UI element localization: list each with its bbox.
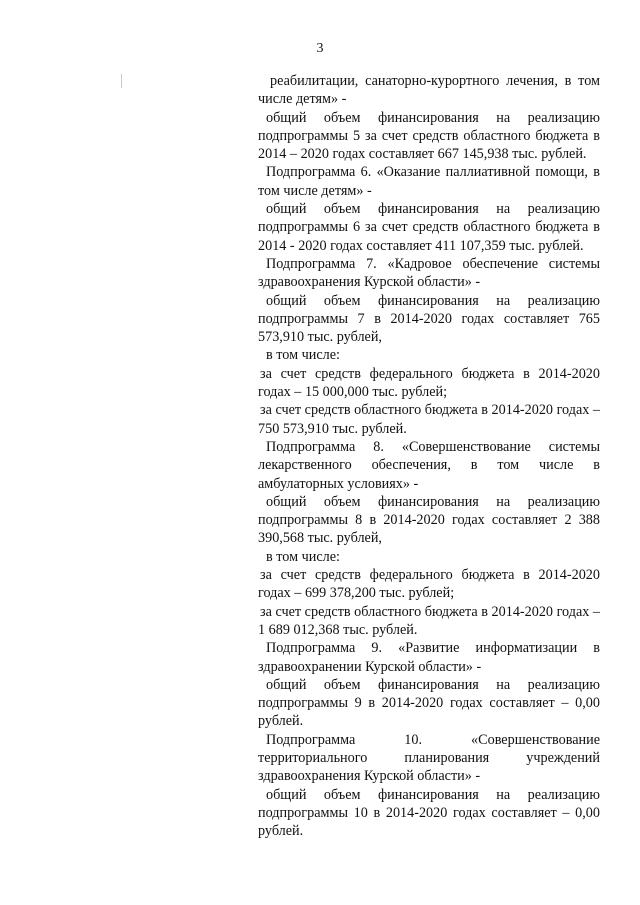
paragraph: Подпрограмма 6. «Оказание паллиативной помощи, в том числе детям» - [258, 164, 600, 199]
paragraph: общий объем финансирования на реализацию подпрограммы 6 за счет средств областного бюджета в 2014 - 2020 годах составляет 411 107,359 тыс. рублей. [258, 201, 600, 254]
paragraph: реабилитации, санаторно-курортного лечения, в том числе детям» - [258, 73, 600, 108]
paragraph: за счет средств федерального бюджета в 2014-2020 годах – 699 378,200 тыс. рублей; [258, 567, 600, 602]
paragraph: общий объем финансирования на реализацию подпрограммы 7 в 2014-2020 годах составляет 765 573,910 тыс. рублей, [258, 292, 600, 346]
paragraph: в том числе: [266, 347, 340, 364]
paragraph: за счет средств федерального бюджета в 2014-2020 годах – 15 000,000 тыс. рублей; [258, 365, 600, 401]
margin-mark [121, 74, 122, 88]
page-number: 3 [316, 41, 324, 56]
paragraph: за счет средств областного бюджета в 2014-2020 годах – 1 689 012,368 тыс. рублей. [258, 603, 600, 638]
paragraph: общий объем финансирования на реализацию подпрограммы 5 за счет средств областного бюджета в 2014 – 2020 годах составляет 667 145,938 тыс. рублей. [258, 109, 600, 163]
paragraph: за счет средств областного бюджета в 2014-2020 годах – 750 573,910 тыс. рублей. [258, 402, 600, 437]
paragraph: Подпрограмма 7. «Кадровое обеспечение системы здравоохранения Курской области» - [258, 255, 600, 291]
paragraph: Подпрограмма 8. «Совершенствование системы лекарственного обеспечения, в том числе в амбулаторных условиях» - [258, 438, 600, 492]
paragraph: Подпрограмма 9. «Развитие информатизации в здравоохранении Курской области» - [258, 640, 600, 675]
paragraph: общий объем финансирования на реализацию подпрограммы 10 в 2014-2020 годах составляет – 0,00 рублей. [258, 786, 600, 840]
paragraph: Подпрограмма 10. «Совершенствование территориального планирования учреждений здравоохранения Курской области» - [258, 731, 600, 785]
paragraph: в том числе: [266, 548, 340, 565]
paragraph: общий объем финансирования на реализацию подпрограммы 9 в 2014-2020 годах составляет – 0,00 рублей. [258, 676, 600, 730]
paragraph: общий объем финансирования на реализацию подпрограммы 8 в 2014-2020 годах составляет 2 388 390,568 тыс. рублей, [258, 493, 600, 547]
document-body [258, 72, 600, 840]
